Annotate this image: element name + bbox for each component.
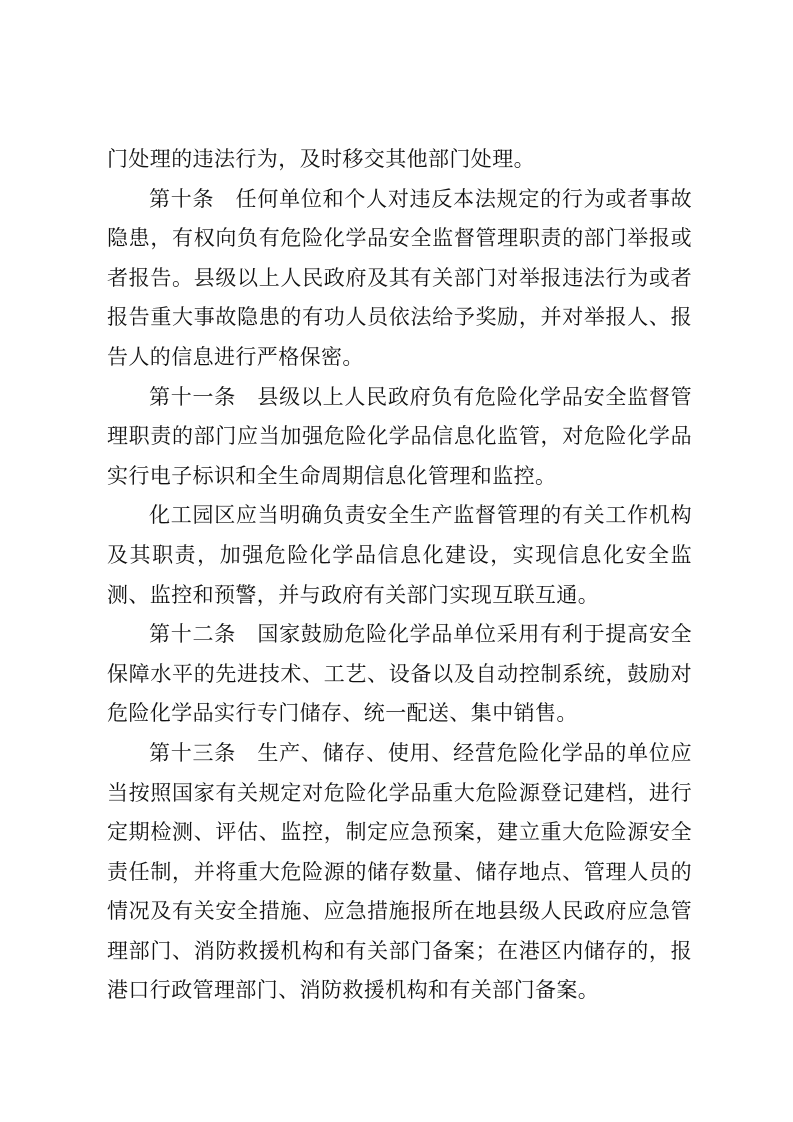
paragraph-text: 县级以上人民政府负有危险化学品安全监督管理职责的部门应当加强危险化学品信息化监管，对危险化学品实行电子标识和全生命周期信息化管理和监控。 [107, 384, 692, 488]
article-heading: 第十一条 [149, 384, 236, 409]
paragraph-continuation [107, 140, 692, 180]
article-heading: 第十条 [149, 186, 215, 211]
article-13 [107, 734, 692, 1011]
paragraph-text: 生产、储存、使用、经营危险化学品的单位应当按照国家有关规定对危险化学品重大危险源登记建档，进行定期检测、评估、监控，制定应急预案，建立重大危险源安全责任制，并将重大危险源的储存数量、储存地点、管理人员的情况及有关安全措施、应急措施报所在地县级人民政府应急管理部门、消防救援机构和有关部门备案；在港区内储存的，报港口行政管理部门、消防救援机构和有关部门备案。 [107, 740, 692, 1003]
paragraph-text: 化工园区应当明确负责安全生产监督管理的有关工作机构及其职责，加强危险化学品信息化建设，实现信息化安全监测、监控和预警，并与政府有关部门实现互联互通。 [107, 503, 692, 607]
article-11 [107, 378, 692, 497]
paragraph-text: 国家鼓励危险化学品单位采用有利于提高安全保障水平的先进技术、工艺、设备以及自动控制系统，鼓励对危险化学品实行专门储存、统一配送、集中销售。 [107, 622, 692, 726]
article-10 [107, 180, 692, 378]
article-12 [107, 615, 692, 734]
paragraph-text: 门处理的违法行为，及时移交其他部门处理。 [107, 147, 535, 171]
article-11-paragraph-2 [107, 496, 692, 615]
article-heading: 第十三条 [149, 740, 236, 765]
paragraph-text: 任何单位和个人对违反本法规定的行为或者事故隐患，有权向负有危险化学品安全监督管理职责的部门举报或者报告。县级以上人民政府及其有关部门对举报违法行为或者报告重大事故隐患的有功人员依法给予奖励，并对举报人、报告人的信息进行严格保密。 [107, 186, 692, 369]
article-heading: 第十二条 [149, 622, 236, 647]
body-text [107, 140, 692, 1011]
